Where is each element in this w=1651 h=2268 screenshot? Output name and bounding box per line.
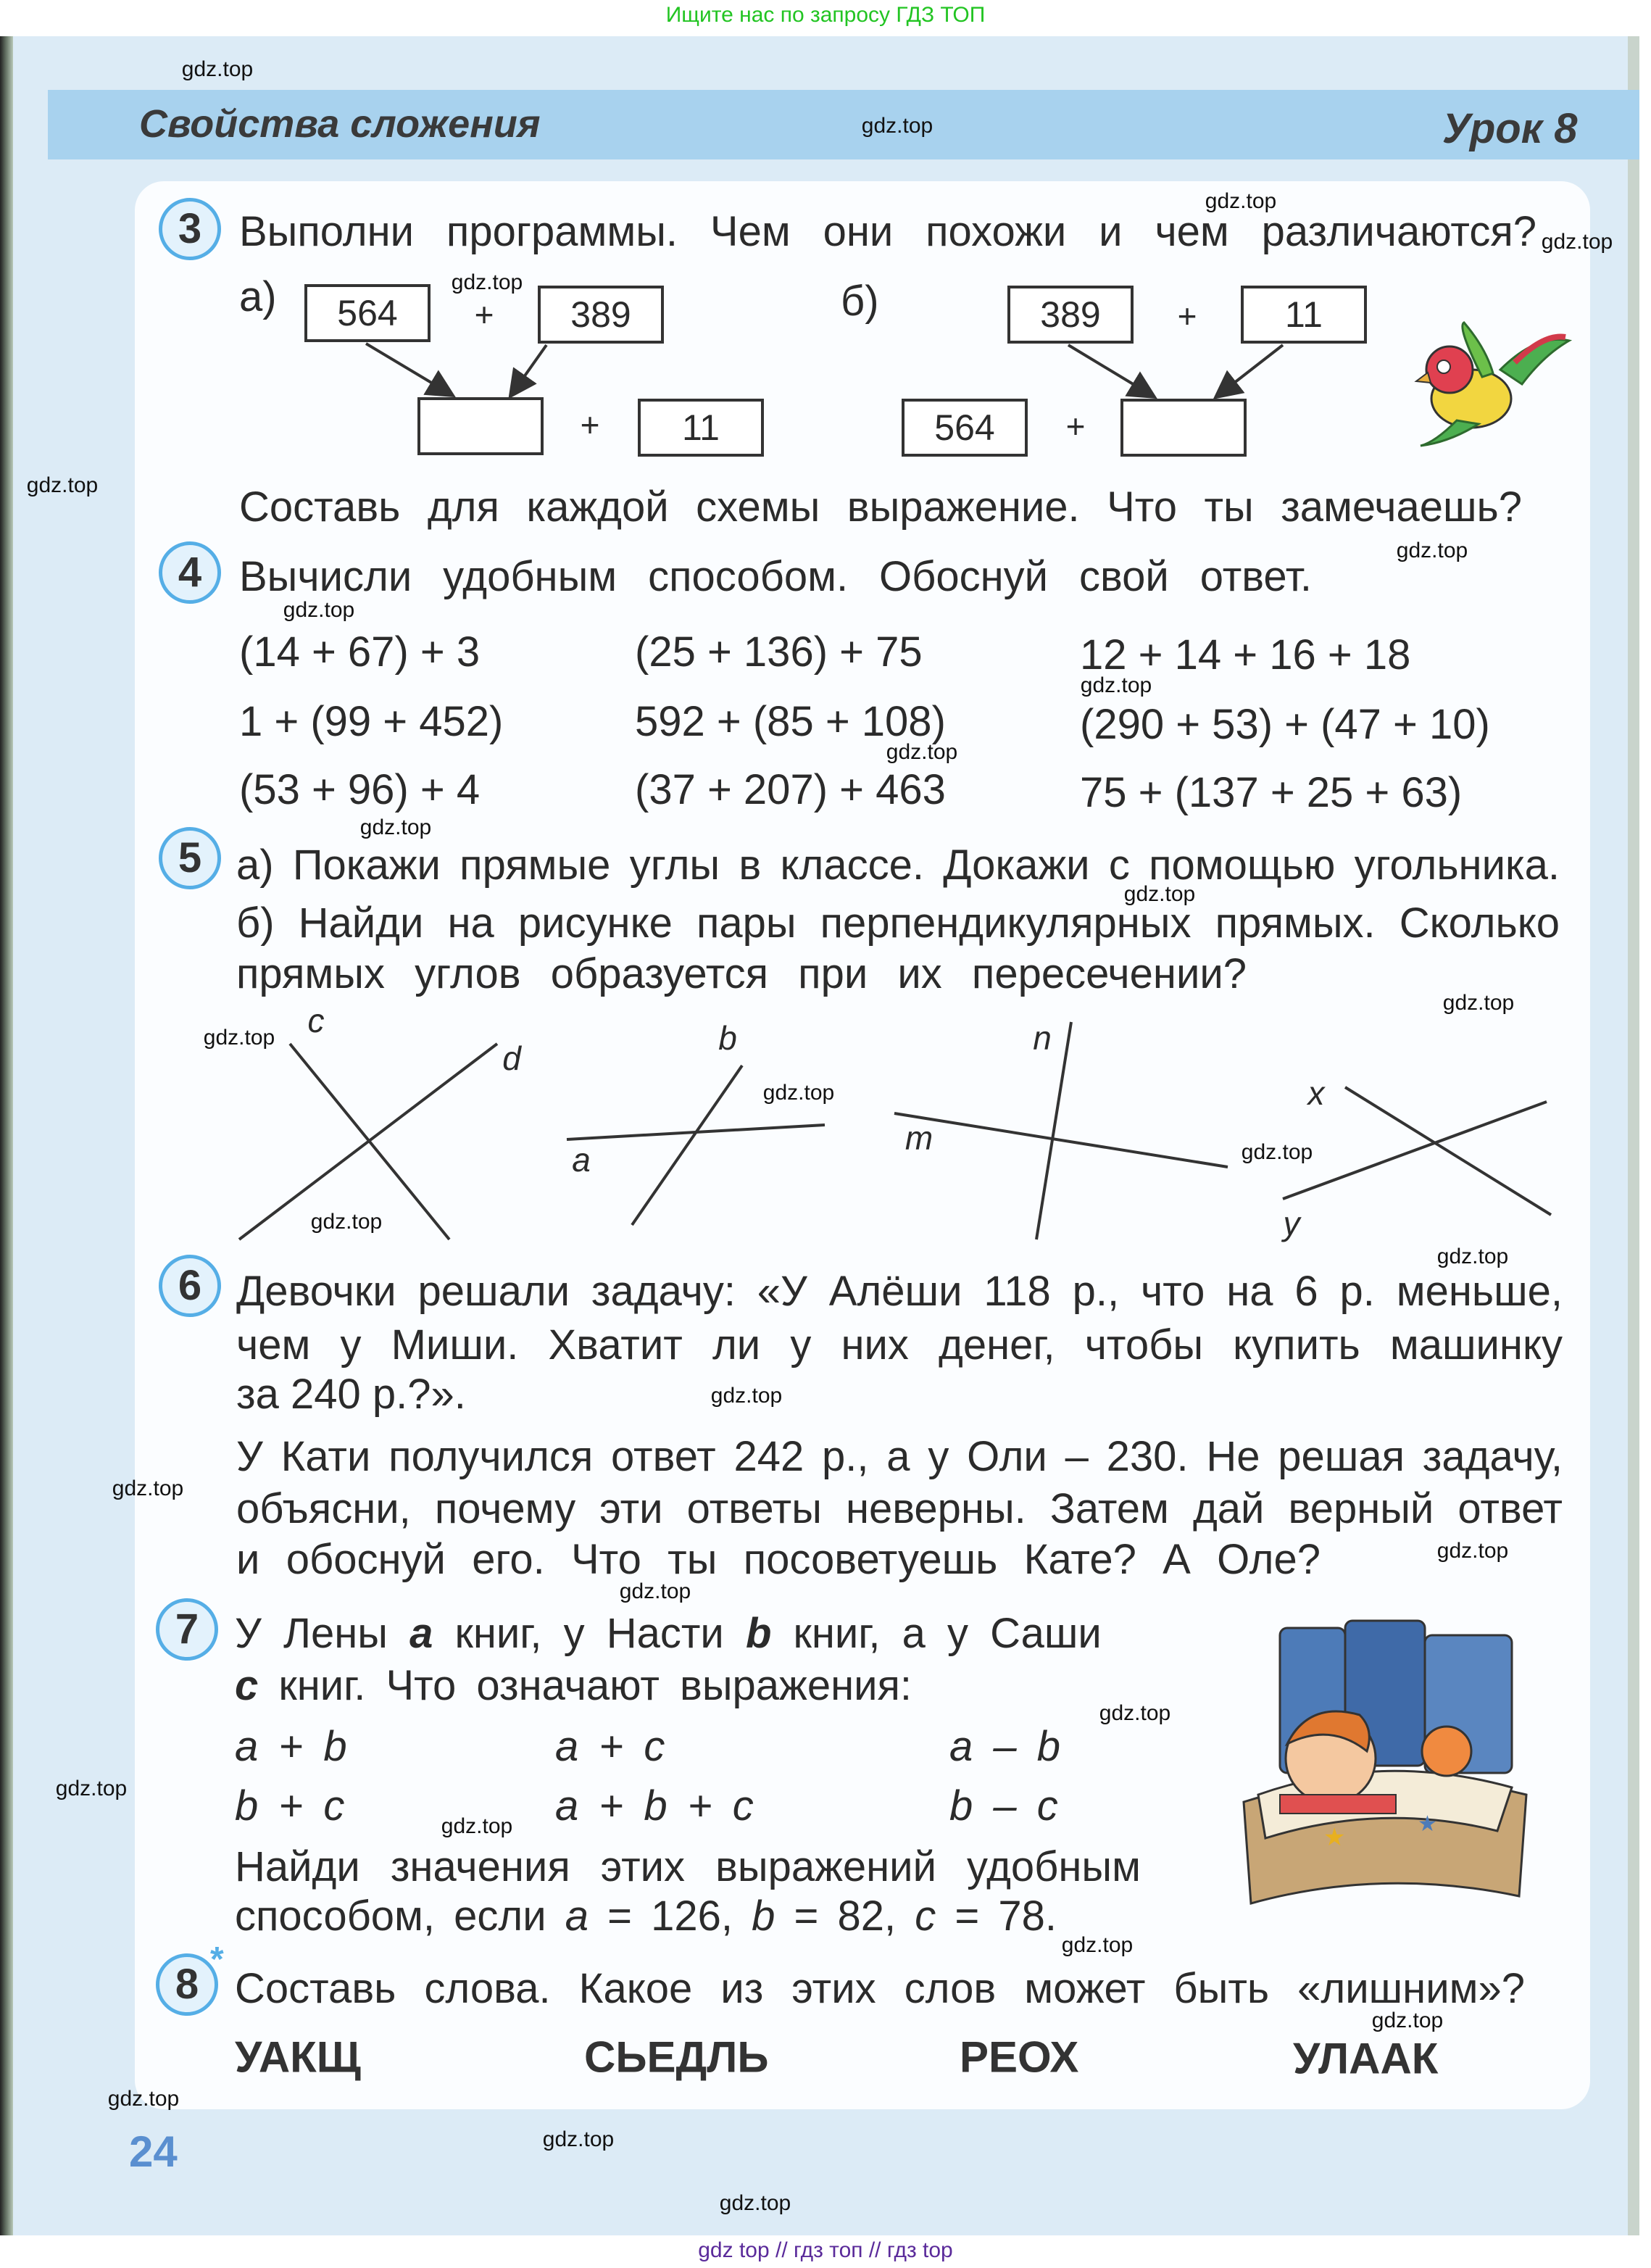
exercise-4-number: 4 [159, 541, 221, 604]
line-m [894, 1113, 1228, 1167]
scheme-a-label: а) [239, 273, 277, 320]
watermark: gdz.top [1396, 539, 1468, 562]
expression: (25 + 136) + 75 [635, 628, 923, 676]
scheme-a-result-box[interactable] [417, 397, 544, 455]
lesson-number: Урок 8 [1442, 105, 1578, 152]
watermark: gdz.top [542, 2127, 615, 2151]
arrow [366, 344, 451, 394]
expression: 75 + (137 + 25 + 63) [1080, 769, 1463, 816]
watermark: gdz.top [1099, 1701, 1171, 1725]
bird-illustration [1413, 319, 1573, 449]
watermark: gdz.top [203, 1026, 275, 1050]
watermark: gdz.top [359, 815, 432, 839]
text: = 126, [589, 1893, 752, 1940]
exercise-7-line-1 [235, 1610, 1102, 1657]
text: способом, если [235, 1893, 565, 1940]
expression: (53 + 96) + 4 [239, 766, 481, 813]
exercise-7-line-2 [235, 1662, 912, 1709]
scrambled-word: УАКЩ [235, 2032, 361, 2082]
label-x: x [1307, 1074, 1325, 1112]
arrow [1218, 345, 1283, 396]
label-b: b [718, 1019, 737, 1057]
page-title: Свойства сложения [139, 102, 541, 146]
expression: a + c [555, 1723, 665, 1770]
exercise-3-number: 3 [159, 198, 221, 260]
plus-sign: + [1177, 297, 1197, 335]
variable-b: b [752, 1893, 775, 1940]
text: книг, у Насти [433, 1610, 746, 1657]
variable-c: c [235, 1662, 259, 1709]
watermark: gdz.top [55, 1777, 128, 1800]
exercise-6-line: и обоснуй его. Что ты посоветуешь Кате? А Оле? [236, 1536, 1321, 1583]
watermark: gdz.top [283, 598, 355, 622]
exercise-7-line-4 [235, 1893, 1057, 1940]
star-mark: * [210, 1940, 224, 1979]
plus-sign: + [1065, 407, 1086, 445]
expression: 1 + (99 + 452) [239, 698, 504, 745]
scheme-b-box-3: 564 [902, 399, 1028, 457]
variable-c: c [915, 1893, 936, 1940]
exercise-3-followup: Составь для каждой схемы выражение. Что ты замечаешь? [239, 483, 1522, 531]
label-d: d [502, 1039, 521, 1077]
arrow [512, 345, 546, 394]
exercise-6-number: 6 [159, 1255, 221, 1317]
line-b [632, 1066, 742, 1225]
scrambled-word: РЕОХ [960, 2032, 1079, 2082]
watermark: gdz.top [112, 1476, 184, 1500]
watermark: gdz.top [762, 1081, 835, 1105]
plus-sign: + [474, 296, 494, 333]
scheme-a-box-3: 11 [638, 399, 764, 457]
footer-links[interactable]: gdz top // гдз топ // гдз top [698, 2238, 953, 2262]
watermark: gdz.top [181, 57, 254, 81]
text: У Лены [235, 1610, 410, 1657]
expression: 12 + 14 + 16 + 18 [1080, 631, 1411, 678]
expression: b + c [235, 1782, 345, 1829]
expression: a + b + c [555, 1782, 754, 1829]
scrambled-word: УЛААК [1293, 2034, 1439, 2083]
exercise-5-number: 5 [159, 827, 221, 889]
text: = 78. [936, 1893, 1057, 1940]
watermark: gdz.top [107, 2087, 180, 2111]
variable-b: b [745, 1610, 772, 1657]
exercise-3-task: Выполни программы. Чем они похожи и чем различаются? [239, 208, 1536, 255]
watermark: gdz.top [1436, 1245, 1509, 1268]
exercise-5-line: прямых углов образуется при их пересечении? [236, 950, 1247, 997]
scheme-b-box-1: 389 [1007, 286, 1134, 344]
exercise-8-number: 8 [156, 1953, 218, 2016]
watermark: gdz.top [861, 114, 933, 138]
watermark: gdz.top [710, 1384, 783, 1408]
exercise-7-number: 7 [156, 1598, 218, 1661]
watermark: gdz.top [1371, 2009, 1444, 2032]
scheme-a-box-2: 389 [538, 286, 664, 344]
watermark: gdz.top [886, 740, 958, 764]
text: книг. Что означают выражения: [258, 1662, 912, 1709]
watermark: gdz.top [1436, 1539, 1509, 1563]
label-y: y [1283, 1205, 1300, 1242]
expression: (37 + 207) + 463 [635, 766, 946, 813]
watermark: gdz.top [1442, 991, 1515, 1015]
watermark: gdz.top [1241, 1140, 1313, 1164]
exercise-5-line: б) Найди на рисунке пары перпендикулярных прямых. Сколько [236, 900, 1560, 947]
watermark: gdz.top [1123, 882, 1196, 906]
svg-text:★: ★ [1323, 1824, 1346, 1851]
watermark: gdz.top [441, 1814, 513, 1838]
watermark: gdz.top [1080, 673, 1152, 697]
scheme-a-box-1: 564 [304, 284, 431, 342]
expression: a + b [235, 1723, 347, 1770]
page-number: 24 [129, 2127, 178, 2176]
watermark: gdz.top [451, 270, 523, 294]
arrow [1068, 345, 1152, 396]
expression: (14 + 67) + 3 [239, 628, 481, 676]
label-a: a [572, 1141, 591, 1179]
watermark: gdz.top [719, 2191, 791, 2215]
expression: 592 + (85 + 108) [635, 698, 946, 745]
scheme-b-label: б) [841, 278, 879, 325]
watermark: gdz.top [310, 1210, 383, 1234]
expression: b – c [949, 1782, 1058, 1829]
exercise-6-line: за 240 р.?». [236, 1371, 466, 1418]
text: = 82, [775, 1893, 915, 1940]
expression: a – b [949, 1723, 1060, 1770]
label-m: m [904, 1119, 933, 1157]
label-c: c [307, 1002, 325, 1039]
exercise-6-line: чем у Миши. Хватит ли у них денег, чтобы купить машинку [236, 1321, 1563, 1368]
watermark: gdz.top [1205, 189, 1277, 213]
boy-with-books-illustration [1236, 1613, 1541, 1918]
scrambled-word: СЬЕДЛЬ [584, 2032, 769, 2082]
watermark: gdz.top [26, 473, 99, 497]
exercise-6-line: У Кати получился ответ 242 р., а у Оли – 230. Не решая задачу, [236, 1433, 1563, 1480]
watermark: gdz.top [619, 1579, 691, 1603]
exercise-7-line-3: Найди значения этих выражений удобным [235, 1843, 1141, 1890]
variable-a: a [409, 1610, 433, 1657]
exercise-6-line: объясни, почему эти ответы неверны. Затем дай верный ответ [236, 1485, 1563, 1532]
expression: (290 + 53) + (47 + 10) [1080, 701, 1490, 748]
watermark: gdz.top [1541, 230, 1613, 254]
text: книг, а у Саши [771, 1610, 1102, 1657]
svg-text:★: ★ [1418, 1812, 1437, 1836]
exercise-6-line: Девочки решали задачу: «У Алёши 118 р., что на 6 р. меньше, [236, 1268, 1563, 1315]
exercise-8-task: Составь слова. Какое из этих слов может быть «лишним»? [235, 1965, 1525, 2012]
plus-sign: + [580, 406, 600, 444]
label-n: n [1033, 1019, 1052, 1057]
watermark: gdz.top [1061, 1933, 1134, 1957]
line-x [1345, 1087, 1551, 1215]
scheme-b-box-2: 11 [1241, 286, 1367, 344]
line-y [1283, 1102, 1547, 1199]
scheme-b-result-box[interactable] [1120, 399, 1247, 457]
variable-a: a [565, 1893, 589, 1940]
exercise-4-task: Вычисли удобным способом. Обоснуй свой ответ. [239, 553, 1312, 600]
exercise-5-line: а) Покажи прямые углы в классе. Докажи с помощью угольника. [236, 842, 1560, 889]
search-banner[interactable]: Ищите нас по запросу ГДЗ ТОП [665, 3, 986, 27]
